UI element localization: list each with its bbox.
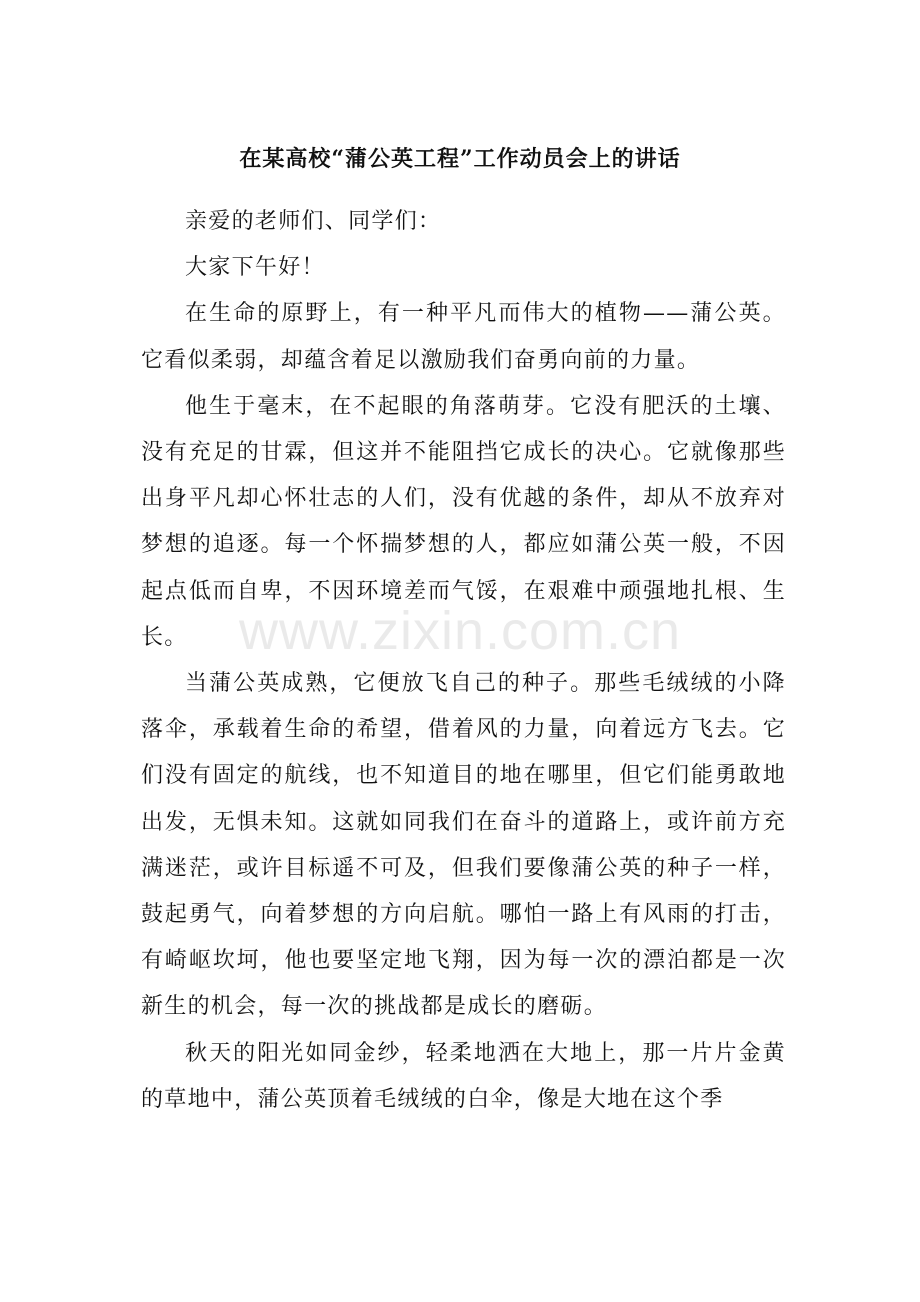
document-body — [141, 199, 786, 1123]
watermark: www.zixin.com.cn — [238, 601, 682, 661]
paragraph: 在生命的原野上，有一种平凡而伟大的植物——蒲公英。它看似柔弱，却蕴含着足以激励我们奋勇向前的力量。 — [141, 301, 786, 373]
salutation: 亲爱的老师们、同学们： — [185, 209, 442, 234]
document-title: 在某高校“蒲公英工程”工作动员会上的讲话 — [239, 146, 681, 172]
paragraph: 他生于毫末，在不起眼的角落萌芽。它没有肥沃的土壤、没有充足的甘霖，但这并不能阻挡它成长的决心。它就像那些出身平凡却心怀壮志的人们，没有优越的条件，却从不放弃对梦想的追逐。每一个怀揣梦想的人，都应如蒲公英一般，不因起点低而自卑，不因环境差而气馁，在艰难中顽强地扎根、生长。 — [141, 393, 786, 650]
paragraph: 当蒲公英成熟，它便放飞自己的种子。那些毛绒绒的小降落伞，承载着生命的希望，借着风的力量，向着远方飞去。它们没有固定的航线，也不知道目的地在哪里，但它们能勇敢地出发，无惧未知。这就如同我们在奋斗的道路上，或许前方充满迷茫，或许目标遥不可及，但我们要像蒲公英的种子一样，鼓起勇气，向着梦想的方向启航。哪怕一路上有风雨的打击，有崎岖坎坷，他也要坚定地飞翔，因为每一次的漂泊都是一次新生的机会，每一次的挑战都是成长的磨砺。 — [141, 671, 786, 1020]
paragraph: 秋天的阳光如同金纱，轻柔地洒在大地上，那一片片金黄的草地中，蒲公英顶着毛绒绒的白伞，像是大地在这个季 — [141, 1040, 786, 1112]
greeting: 大家下午好！ — [185, 255, 325, 281]
